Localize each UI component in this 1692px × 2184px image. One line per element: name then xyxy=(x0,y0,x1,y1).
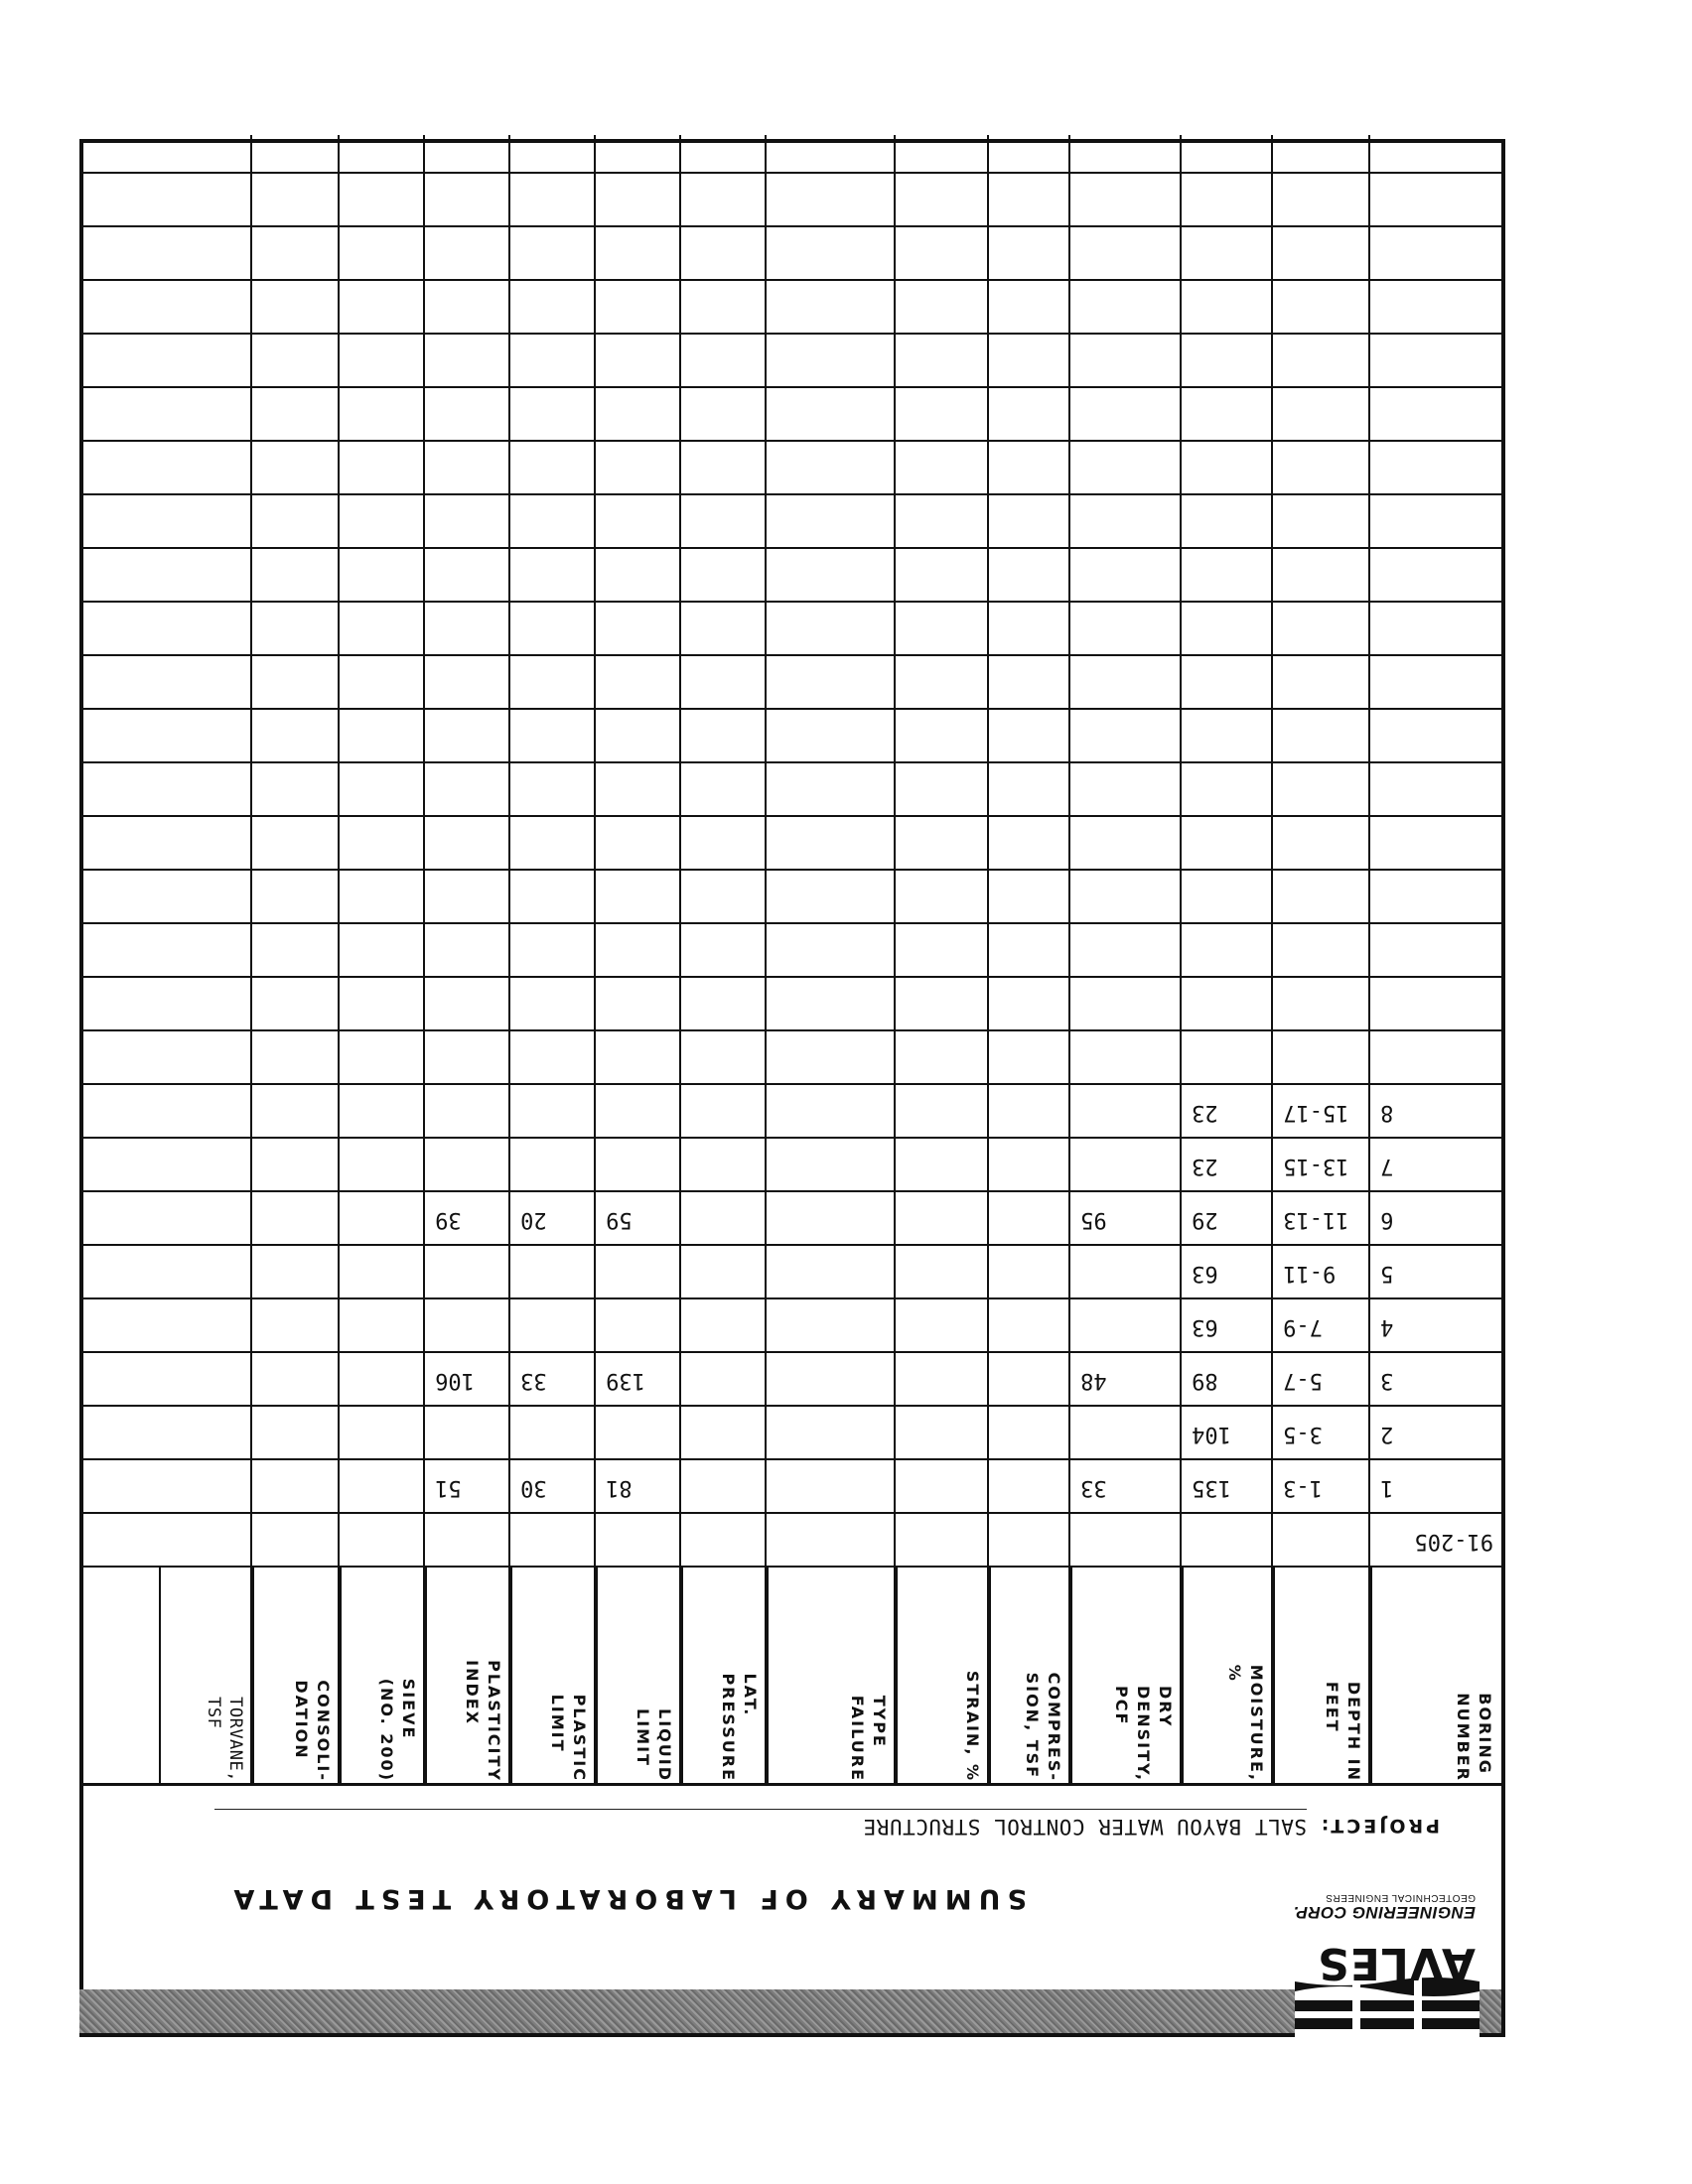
column-rule xyxy=(1271,135,1273,1786)
company-logo xyxy=(1295,1932,1480,2039)
column-header-label: COMPRES- SION, TSF xyxy=(1023,1672,1063,1782)
column-header-label: TORVANE, TSF xyxy=(204,1697,245,1782)
row-rule xyxy=(79,922,1501,924)
row-rule xyxy=(79,386,1501,388)
depth-cell: 1-3 xyxy=(1283,1475,1323,1500)
column-header xyxy=(1070,1568,1182,1786)
row-rule xyxy=(79,761,1501,763)
column-header xyxy=(1370,1568,1501,1786)
plastic-limit-cell: 33 xyxy=(520,1368,547,1393)
column-header xyxy=(340,1568,425,1786)
logo-word: AVLES xyxy=(1317,1938,1476,1988)
column-header xyxy=(896,1568,989,1786)
column-header-label: SIEVE (NO. 200) xyxy=(377,1678,418,1782)
plastic-limit-cell: 20 xyxy=(520,1207,547,1232)
plasticity-index-cell: 106 xyxy=(435,1368,475,1393)
company-name: ENGINEERING CORP. xyxy=(1293,1903,1476,1922)
column-header xyxy=(510,1568,596,1786)
column-rule xyxy=(250,135,252,1786)
row-rule xyxy=(79,1405,1501,1407)
column-header-label: TYPE FAILURE xyxy=(848,1695,889,1782)
depth-cell: 3-5 xyxy=(1283,1422,1323,1446)
row-rule xyxy=(79,1244,1501,1246)
moisture-cell: 63 xyxy=(1192,1261,1218,1286)
column-header-label: PLASTIC LIMIT xyxy=(548,1694,589,1782)
depth-cell: 15-17 xyxy=(1283,1100,1349,1125)
row-rule xyxy=(79,1458,1501,1460)
row-rule xyxy=(79,172,1501,174)
row-rule xyxy=(79,279,1501,281)
column-header-label: LAT. PRESSURE xyxy=(719,1673,760,1782)
row-rule xyxy=(79,654,1501,656)
boring-number-cell: 6 xyxy=(1380,1207,1394,1232)
column-header-label: LIQUID LIMIT xyxy=(634,1708,674,1782)
moisture-cell: 23 xyxy=(1192,1154,1218,1178)
column-header xyxy=(767,1568,896,1786)
column-header-label: MOISTURE, % xyxy=(1225,1664,1266,1782)
boring-number-cell: 7 xyxy=(1380,1154,1394,1178)
row-rule xyxy=(79,1137,1501,1139)
row-rule xyxy=(79,1297,1501,1299)
column-rule xyxy=(1368,135,1370,1786)
row-rule xyxy=(79,1512,1501,1514)
column-header xyxy=(1182,1568,1273,1786)
column-header xyxy=(989,1568,1070,1786)
moisture-cell: 104 xyxy=(1192,1422,1231,1446)
column-rule xyxy=(679,135,681,1786)
row-rule xyxy=(79,976,1501,978)
depth-cell: 13-15 xyxy=(1283,1154,1349,1178)
boring-number-cell: 2 xyxy=(1380,1422,1394,1446)
boring-number-cell: 4 xyxy=(1380,1314,1394,1339)
test-data-table xyxy=(79,135,1501,1786)
row-rule xyxy=(79,547,1501,549)
row-rule xyxy=(79,1190,1501,1192)
plasticity-index-cell: 39 xyxy=(435,1207,462,1232)
column-header xyxy=(252,1568,340,1786)
column-rule xyxy=(765,135,767,1786)
dry-density-cell: 33 xyxy=(1080,1475,1107,1500)
project-underline xyxy=(214,1809,1307,1810)
column-header-label: DEPTH IN FEET xyxy=(1323,1681,1363,1782)
column-rule xyxy=(1068,135,1070,1786)
boring-number-cell: 3 xyxy=(1380,1368,1394,1393)
liquid-limit-cell: 139 xyxy=(606,1368,645,1393)
column-header xyxy=(159,1568,252,1786)
shaded-banner xyxy=(79,1989,1501,2033)
row-rule xyxy=(79,1083,1501,1085)
row-rule xyxy=(79,493,1501,495)
company-subtitle: GEOTECHNICAL ENGINEERS xyxy=(1325,1892,1476,1903)
job-number: 91-205 xyxy=(1414,1529,1493,1554)
column-rule xyxy=(987,135,989,1786)
row-rule xyxy=(79,1351,1501,1353)
moisture-cell: 135 xyxy=(1192,1475,1231,1500)
row-rule xyxy=(79,708,1501,710)
column-rule xyxy=(594,135,596,1786)
depth-cell: 11-13 xyxy=(1283,1207,1349,1232)
column-rule xyxy=(1180,135,1182,1786)
liquid-limit-cell: 81 xyxy=(606,1475,633,1500)
project-name: SALT BAYOU WATER CONTROL STRUCTURE xyxy=(863,1815,1307,1839)
column-header-label: CONSOLI- DATION xyxy=(292,1680,333,1782)
project-label: PROJECT: xyxy=(1318,1815,1440,1837)
liquid-limit-cell: 59 xyxy=(606,1207,633,1232)
moisture-cell: 63 xyxy=(1192,1314,1218,1339)
depth-cell: 7-9 xyxy=(1283,1314,1323,1339)
row-rule xyxy=(79,1566,1501,1568)
plasticity-index-cell: 51 xyxy=(435,1475,462,1500)
lab-test-summary-sheet xyxy=(79,139,1505,2037)
column-header-label: BORING NUMBER xyxy=(1454,1693,1494,1782)
row-rule xyxy=(79,815,1501,817)
boring-number-cell: 5 xyxy=(1380,1261,1394,1286)
row-rule xyxy=(79,1029,1501,1031)
column-header xyxy=(1273,1568,1370,1786)
column-rule xyxy=(338,135,340,1786)
column-header xyxy=(425,1568,510,1786)
column-header-label: STRAIN, % xyxy=(963,1670,982,1782)
company-block xyxy=(1293,1892,1476,1922)
column-rule xyxy=(508,135,510,1786)
form-frame xyxy=(79,139,1505,2037)
row-rule xyxy=(79,225,1501,227)
depth-cell: 9-11 xyxy=(1283,1261,1337,1286)
row-rule xyxy=(79,601,1501,603)
moisture-cell: 89 xyxy=(1192,1368,1218,1393)
column-rule xyxy=(894,135,896,1786)
dry-density-cell: 48 xyxy=(1080,1368,1107,1393)
depth-cell: 5-7 xyxy=(1283,1368,1323,1393)
column-header xyxy=(681,1568,767,1786)
boring-number-cell: 1 xyxy=(1380,1475,1394,1500)
column-header-label: DRY DENSITY, PCF xyxy=(1112,1685,1175,1782)
column-header xyxy=(596,1568,681,1786)
row-rule xyxy=(79,440,1501,442)
plastic-limit-cell: 30 xyxy=(520,1475,547,1500)
row-rule xyxy=(79,333,1501,335)
moisture-cell: 29 xyxy=(1192,1207,1218,1232)
dry-density-cell: 95 xyxy=(1080,1207,1107,1232)
column-header-label: PLASTICITY INDEX xyxy=(463,1660,503,1782)
boring-number-cell: 8 xyxy=(1380,1100,1394,1125)
moisture-cell: 23 xyxy=(1192,1100,1218,1125)
row-rule xyxy=(79,869,1501,871)
column-rule xyxy=(423,135,425,1786)
report-title: SUMMARY OF LABORATORY TEST DATA xyxy=(226,1883,1027,1914)
